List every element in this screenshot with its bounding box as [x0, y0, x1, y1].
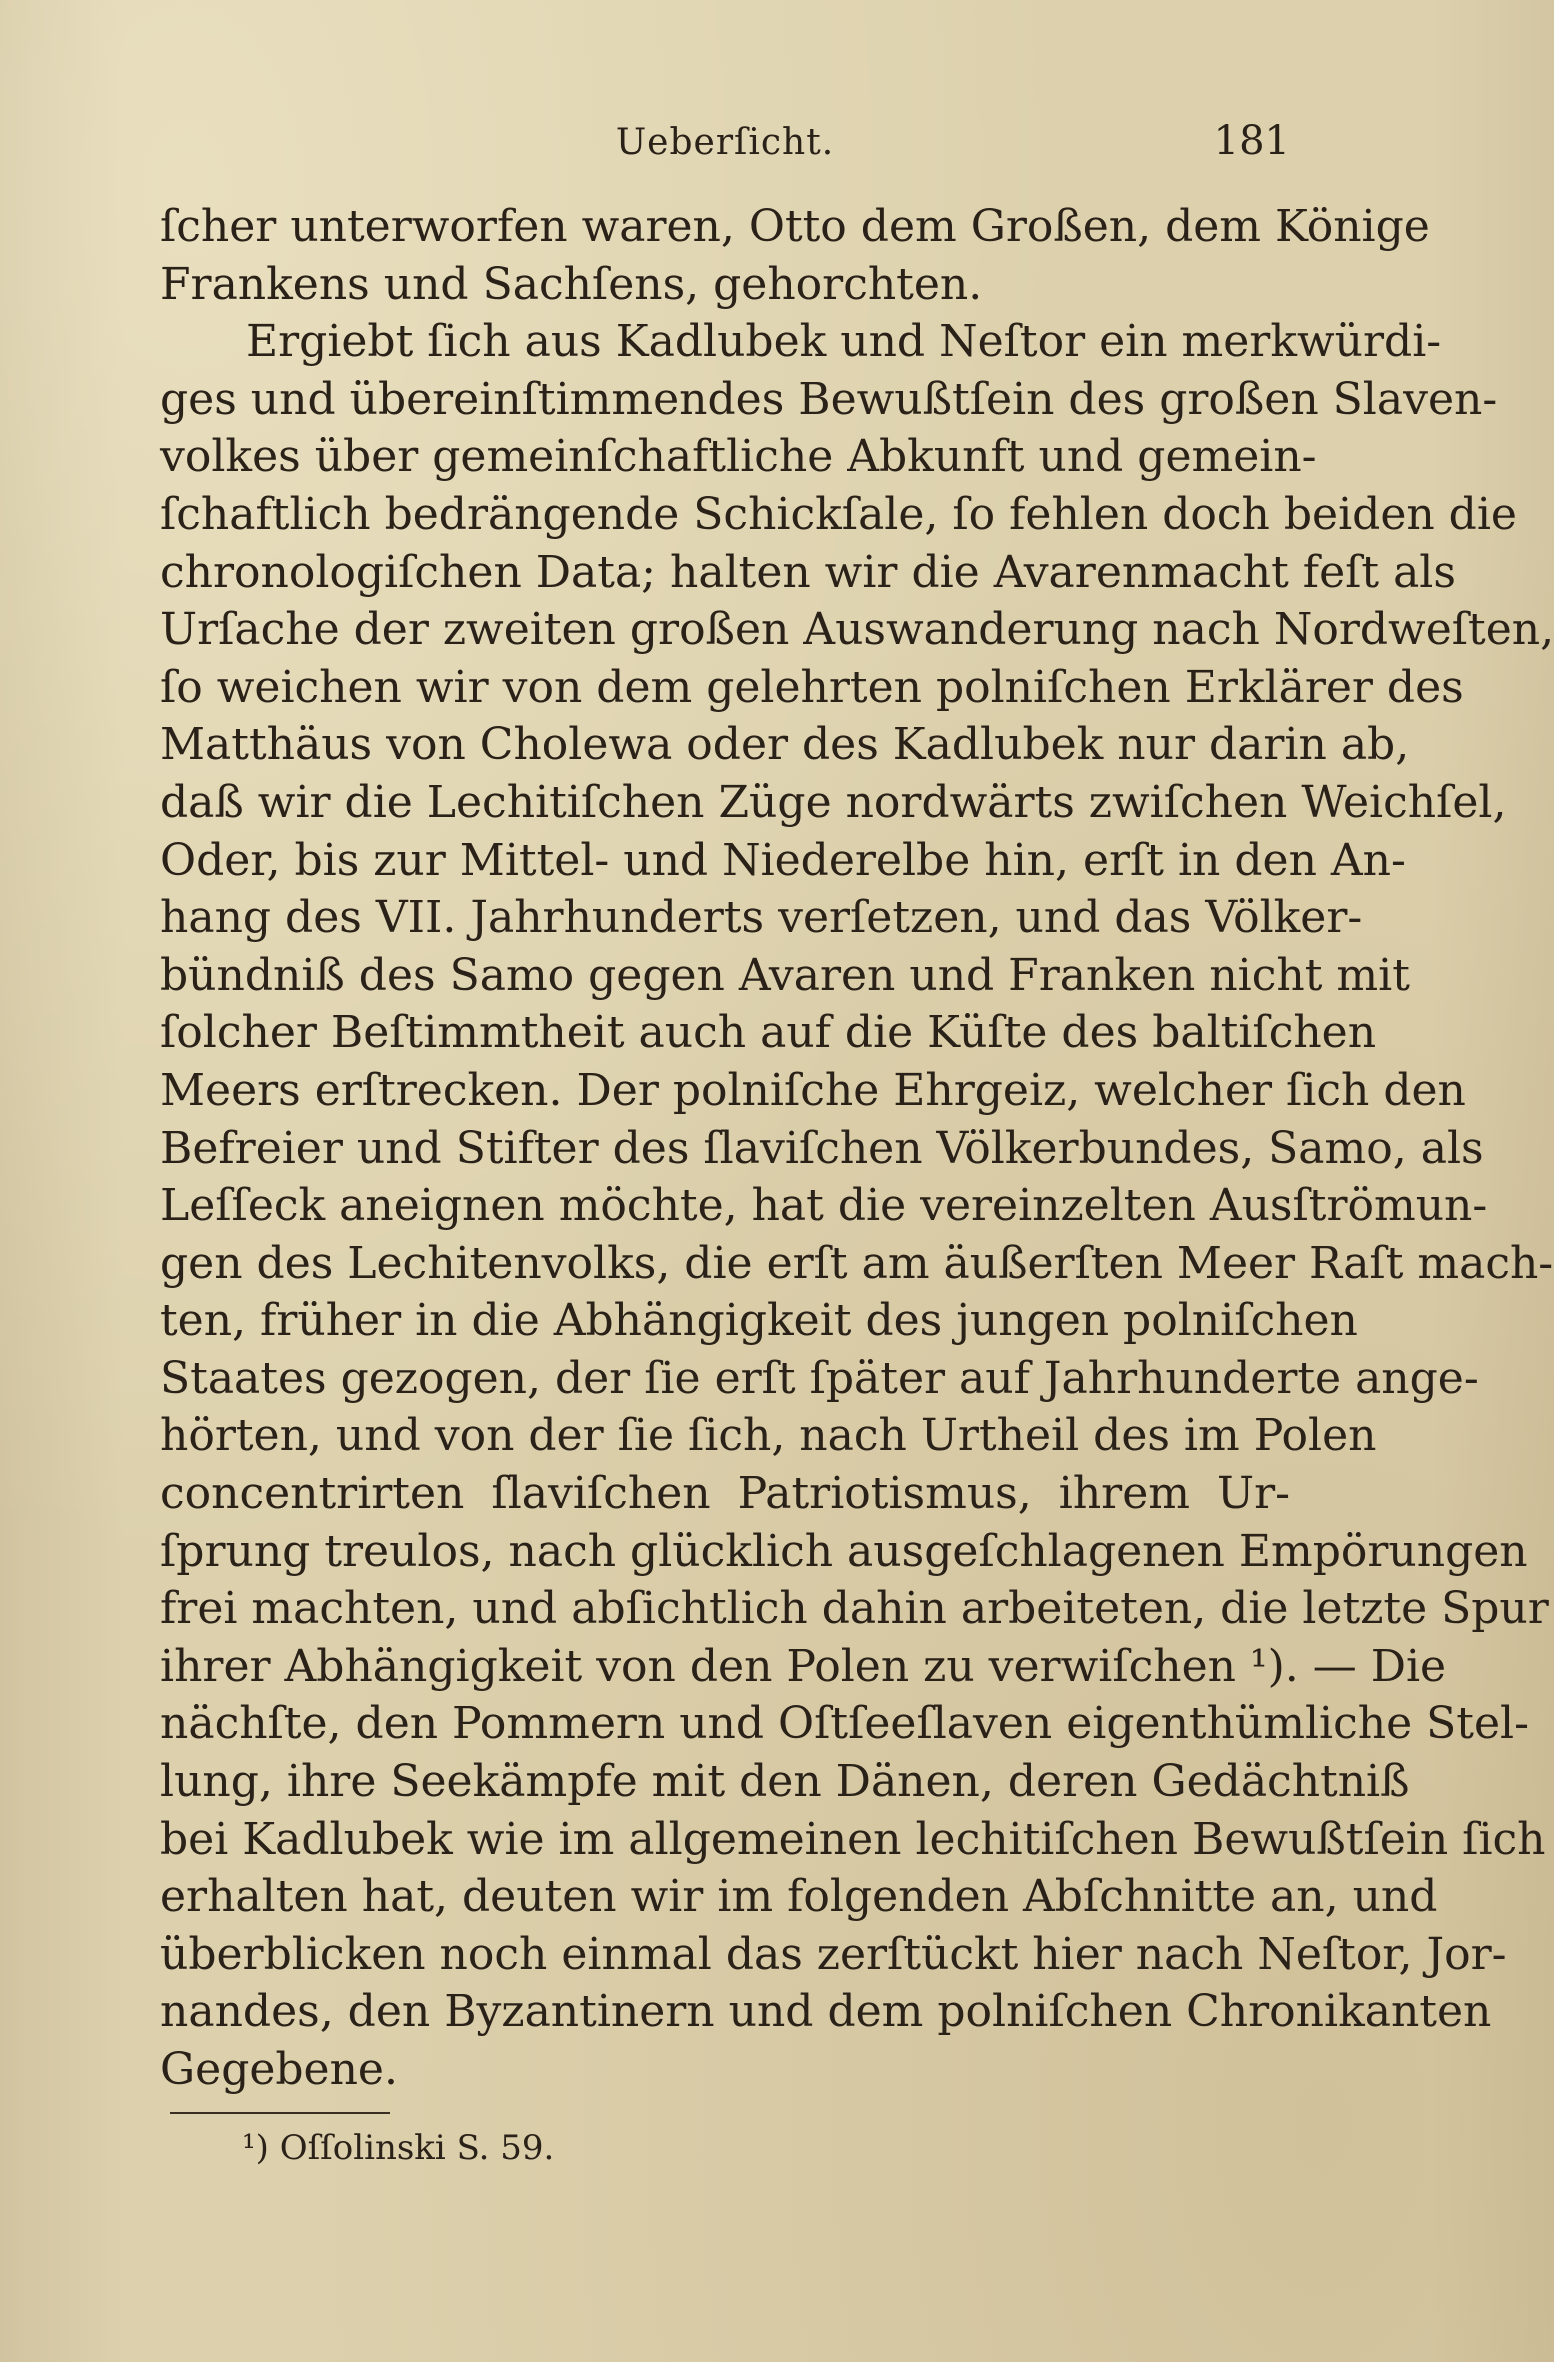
text-line: gen des Lechitenvolks, die erſt am äußerſten Meer Raſt mach- [160, 1237, 1554, 1289]
text-line: daß wir die Lechitiſchen Züge nordwärts zwiſchen Weichſel, [160, 776, 1507, 828]
text-line: concentrirten ſlaviſchen Patriotismus, ihrem Ur- [160, 1468, 1290, 1520]
text-line: lung, ihre Seekämpfe mit den Dänen, deren Gedächtniß [160, 1756, 1410, 1808]
text-line: hörten, und von der ſie ſich, nach Urtheil des im Polen [160, 1410, 1377, 1462]
text-line: nächſte, den Pommern und Oſtſeeſlaven eigenthümliche Stel- [160, 1698, 1529, 1750]
text-line: ihrer Abhängigkeit von den Polen zu verwiſchen ¹). — Die [160, 1640, 1447, 1692]
text-line: Befreier und Stifter des ſlaviſchen Völkerbundes, Samo, als [160, 1122, 1484, 1174]
footnote: ¹) Oſſolinski S. 59. [242, 2128, 555, 2168]
text-line: ges und übereinſtimmendes Bewußtſein des großen Slaven- [160, 373, 1498, 425]
text-line: nandes, den Byzantinern und dem polniſchen Chronikanten [160, 1986, 1492, 2038]
text-line: ſchaftlich bedrängende Schickſale, ſo fehlen doch beiden die [160, 488, 1517, 540]
text-line: Gegebene. [160, 2044, 398, 2095]
text-line: ſcher unterworfen waren, Otto dem Großen, dem Könige [160, 201, 1430, 252]
text-line: volkes über gemeinſchaftliche Abkunft und gemein- [160, 431, 1317, 483]
text-line: Oder, bis zur Mittel- und Niederelbe hin, erſt in den An- [160, 834, 1406, 886]
body-text [160, 198, 1554, 2099]
text-line: Urſache der zweiten großen Auswanderung nach Nordweſten, [160, 604, 1554, 656]
text-line: Ergiebt ſich aus Kadlubek und Neſtor ein merkwürdi- [246, 316, 1442, 368]
text-line: erhalten hat, deuten wir im folgenden Abſchnitte an, und [160, 1871, 1438, 1923]
text-line: ſolcher Beſtimmtheit auch auf die Küſte des baltiſchen [160, 1007, 1377, 1059]
text-line: Frankens und Sachſens, gehorchten. [160, 258, 983, 310]
page-number: 181 [1213, 118, 1290, 164]
text-line: chronologiſchen Data; halten wir die Avarenmacht feſt als [160, 546, 1456, 598]
text-line: Meers erſtrecken. Der polniſche Ehrgeiz, welcher ſich den [160, 1064, 1466, 1116]
text-line: hang des VII. Jahrhunderts verſetzen, und das Völker- [160, 892, 1363, 944]
text-line: ſo weichen wir von dem gelehrten polniſchen Erklärer des [160, 661, 1464, 713]
text-line: bei Kadlubek wie im allgemeinen lechitiſchen Bewußtſein ſich [160, 1813, 1546, 1865]
running-title: Ueberſicht. [615, 122, 835, 163]
footnote-rule [170, 2112, 390, 2114]
text-line: frei machten, und abſichtlich dahin arbeiteten, die letzte Spur [160, 1583, 1549, 1635]
text-line: Matthäus von Cholewa oder des Kadlubek nur darin ab, [160, 719, 1410, 771]
text-line: ſprung treulos, nach glücklich ausgeſchlagenen Empörungen [160, 1525, 1528, 1577]
text-line: überblicken noch einmal das zerſtückt hier nach Neſtor, Jor- [160, 1928, 1507, 1980]
running-head [160, 118, 1290, 178]
text-line: Leſſeck aneignen möchte, hat die vereinzelten Ausſtrömun- [160, 1180, 1488, 1232]
text-line: bündniß des Samo gegen Avaren und Franken nicht mit [160, 949, 1410, 1001]
text-line: Staates gezogen, der ſie erſt ſpäter auf Jahrhunderte ange- [160, 1352, 1479, 1404]
text-line: ten, früher in die Abhängigkeit des jungen polniſchen [160, 1295, 1358, 1347]
